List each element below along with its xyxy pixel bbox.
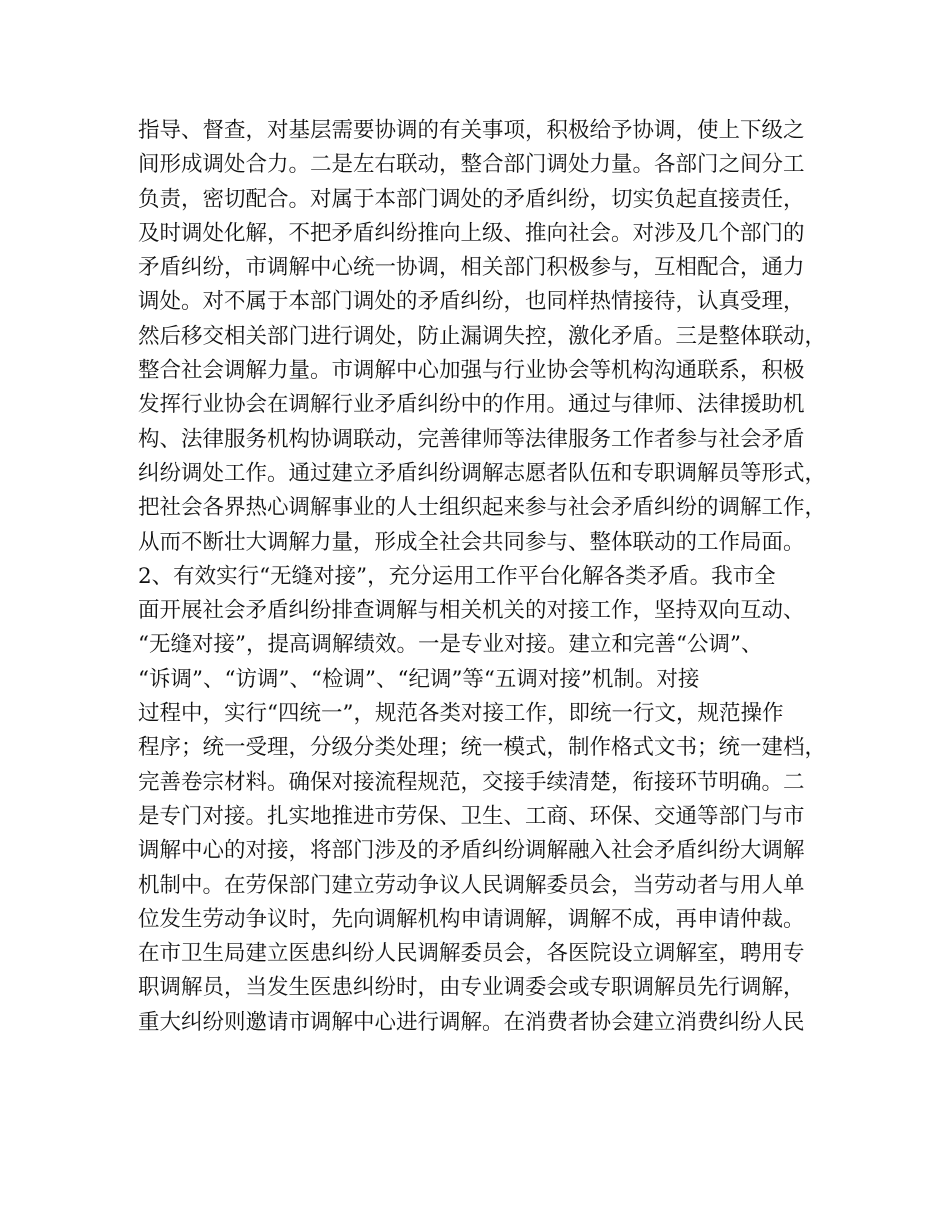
text-line-25: 在市卫生局建立医患纠纷人民调解委员会，各医院设立调解室，聘用专 <box>138 941 805 967</box>
text-line-4: 及时调处化解，不把矛盾纠纷推向上级、推向社会。对涉及几个部门的 <box>138 220 805 246</box>
text-line-9: 发挥行业协会在调解行业矛盾纠纷中的作用。通过与律师、法律援助机 <box>138 392 805 418</box>
text-line-5: 矛盾纠纷，市调解中心统一协调，相关部门积极参与，互相配合，通力 <box>138 255 805 281</box>
text-line-27: 重大纠纷则邀请市调解中心进行调解。在消费者协会建立消费纠纷人民 <box>138 1009 805 1035</box>
text-line-6: 调处。对不属于本部门调处的矛盾纠纷，也同样热情接待，认真受理， <box>138 289 805 315</box>
text-line-18: 过程中，实行“四统一”，规范各类对接工作，即统一行文，规范操作 <box>138 701 784 727</box>
text-line-2: 间形成调处合力。二是左右联动，整合部门调处力量。各部门之间分工 <box>138 152 805 178</box>
text-line-26: 职调解员，当发生医患纠纷时，由专业调委会或专职调解员先行调解， <box>138 975 805 1001</box>
text-line-13: 从而不断壮大调解力量，形成全社会共同参与、整体联动的工作局面。 <box>138 529 805 555</box>
text-line-17: “诉调”、“访调”、“检调”、“纪调”等“五调对接”机制。对接 <box>138 666 700 692</box>
text-line-7: 然后移交相关部门进行调处，防止漏调失控，激化矛盾。三是整体联动， <box>138 323 827 349</box>
text-line-10: 构、法律服务机构协调联动，完善律师等法律服务工作者参与社会矛盾 <box>138 426 805 452</box>
text-line-1: 指导、督查，对基层需要协调的有关事项，积极给予协调，使上下级之 <box>138 118 805 143</box>
text-line-23: 机制中。在劳保部门建立劳动争议人民调解委员会，当劳动者与用人单 <box>138 872 805 898</box>
text-line-14: 2、有效实行“无缝对接”，充分运用工作平台化解各类矛盾。我市全 <box>138 563 776 589</box>
text-line-22: 调解中心的对接，将部门涉及的矛盾纠纷调解融入社会矛盾纠纷大调解 <box>138 838 805 864</box>
text-line-3: 负责，密切配合。对属于本部门调处的矛盾纠纷，切实负起直接责任， <box>138 186 805 212</box>
text-line-19: 程序；统一受理，分级分类处理；统一模式，制作格式文书；统一建档， <box>138 735 827 761</box>
text-line-8: 整合社会调解力量。市调解中心加强与行业协会等机构沟通联系，积极 <box>138 358 805 384</box>
text-line-16: “无缝对接”，提高调解绩效。一是专业对接。建立和完善“公调”、 <box>138 632 763 658</box>
text-line-11: 纠纷调处工作。通过建立矛盾纠纷调解志愿者队伍和专职调解员等形式， <box>138 460 827 486</box>
text-line-20: 完善卷宗材料。确保对接流程规范，交接手续清楚，衔接环节明确。二 <box>138 769 805 795</box>
body-text <box>138 114 828 1040</box>
text-line-21: 是专门对接。扎实地推进市劳保、卫生、工商、环保、交通等部门与市 <box>138 803 805 829</box>
text-line-12: 把社会各界热心调解事业的人士组织起来参与社会矛盾纠纷的调解工作， <box>138 495 827 521</box>
text-line-24: 位发生劳动争议时，先向调解机构申请调解，调解不成，再申请仲裁。 <box>138 906 805 932</box>
text-line-15: 面开展社会矛盾纠纷排查调解与相关机关的对接工作，坚持双向互动、 <box>138 598 805 624</box>
